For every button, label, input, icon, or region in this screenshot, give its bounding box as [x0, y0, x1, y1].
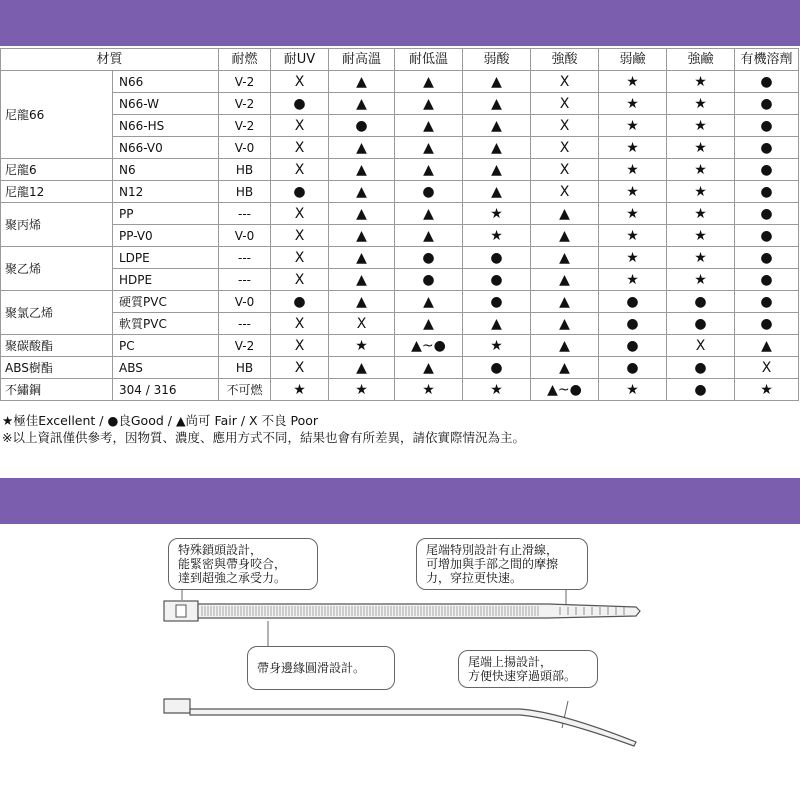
resistance-rating: ● — [735, 269, 799, 291]
resistance-rating: ▲ — [463, 115, 531, 137]
resistance-rating: ★ — [667, 269, 735, 291]
resistance-rating: ★ — [463, 203, 531, 225]
material-grade: ABS — [113, 357, 219, 379]
callout-line: 能緊密與帶身咬合， — [178, 557, 287, 571]
resistance-rating: ★ — [599, 115, 667, 137]
resistance-rating: X — [329, 313, 395, 335]
resistance-rating: ▲ — [329, 203, 395, 225]
resistance-rating: ▲ — [395, 225, 463, 247]
material-group-name: ABS樹酯 — [1, 357, 113, 379]
resistance-rating: ★ — [667, 247, 735, 269]
resistance-rating: ▲ — [463, 313, 531, 335]
material-grade: HDPE — [113, 269, 219, 291]
resistance-rating: ▲ — [395, 93, 463, 115]
material-grade: 304 / 316 — [113, 379, 219, 401]
header-flame: 耐燃 — [219, 49, 271, 71]
flame-rating: --- — [219, 247, 271, 269]
resistance-rating: ★ — [667, 159, 735, 181]
header-low-temp: 耐低溫 — [395, 49, 463, 71]
material-group-name: 聚氯乙烯 — [1, 291, 113, 335]
material-grade: N66 — [113, 71, 219, 93]
resistance-rating: ★ — [599, 203, 667, 225]
callout-line: 可增加與手部之間的摩擦 — [426, 557, 559, 571]
resistance-rating: ▲ — [531, 291, 599, 313]
resistance-rating: ▲ — [329, 357, 395, 379]
resistance-rating: ● — [271, 181, 329, 203]
legend-disclaimer: ※以上資訊僅供參考，因物質、濃度、應用方式不同，結果也會有所差異，請依實際情況為主。 — [2, 430, 525, 445]
resistance-rating: X — [271, 247, 329, 269]
resistance-rating: ▲ — [531, 269, 599, 291]
resistance-rating: ★ — [667, 181, 735, 203]
callout-line: 尾端特別設計有止滑線， — [426, 543, 559, 557]
resistance-rating: ● — [395, 181, 463, 203]
callout-line: 方便快速穿過頭部。 — [468, 669, 577, 683]
header-material: 材質 — [1, 49, 219, 71]
flame-rating: V-0 — [219, 225, 271, 247]
legend-rating-key: ★極佳Excellent / ●良Good / ▲尚可 Fair / X 不良 Poor — [2, 413, 319, 428]
resistance-rating: X — [531, 181, 599, 203]
resistance-rating: ▲~● — [531, 379, 599, 401]
flame-rating: --- — [219, 313, 271, 335]
resistance-rating: ● — [735, 181, 799, 203]
resistance-rating: ▲ — [329, 269, 395, 291]
material-group-name: 尼龍12 — [1, 181, 113, 203]
resistance-rating: ▲ — [329, 247, 395, 269]
resistance-rating: X — [531, 137, 599, 159]
callout-line: 達到超強之承受力。 — [178, 571, 287, 585]
resistance-rating: ● — [329, 115, 395, 137]
material-grade: N66-V0 — [113, 137, 219, 159]
resistance-rating: ★ — [329, 335, 395, 357]
resistance-rating: ★ — [329, 379, 395, 401]
resistance-rating: ● — [667, 357, 735, 379]
tie-strap-side — [190, 709, 636, 746]
resistance-rating: ▲ — [329, 71, 395, 93]
resistance-rating: ★ — [599, 181, 667, 203]
material-group-name: 尼龍6 — [1, 159, 113, 181]
resistance-rating: ★ — [735, 379, 799, 401]
flame-rating: --- — [219, 203, 271, 225]
resistance-rating: ● — [735, 93, 799, 115]
resistance-rating: ● — [463, 247, 531, 269]
resistance-rating: ★ — [395, 379, 463, 401]
resistance-rating: X — [667, 335, 735, 357]
callout-line: 尾端上揚設計， — [468, 655, 553, 669]
material-grade: PP — [113, 203, 219, 225]
resistance-rating: ★ — [463, 225, 531, 247]
flame-rating: V-0 — [219, 291, 271, 313]
resistance-rating: ● — [463, 357, 531, 379]
resistance-rating: ★ — [463, 335, 531, 357]
material-grade: N6 — [113, 159, 219, 181]
material-grade: N12 — [113, 181, 219, 203]
resistance-rating: X — [271, 335, 329, 357]
resistance-rating: ★ — [667, 115, 735, 137]
material-grade: PC — [113, 335, 219, 357]
flame-rating: --- — [219, 269, 271, 291]
resistance-rating: X — [271, 159, 329, 181]
resistance-rating: X — [531, 115, 599, 137]
material-group-name: 尼龍66 — [1, 71, 113, 159]
resistance-rating: ● — [735, 225, 799, 247]
resistance-rating: ▲ — [395, 115, 463, 137]
flame-rating: V-2 — [219, 115, 271, 137]
resistance-rating: ▲ — [395, 357, 463, 379]
resistance-rating: ★ — [271, 379, 329, 401]
resistance-rating: ★ — [667, 137, 735, 159]
material-grade: 軟質PVC — [113, 313, 219, 335]
resistance-rating: ▲ — [531, 203, 599, 225]
resistance-rating: ● — [735, 247, 799, 269]
resistance-rating: ▲ — [395, 71, 463, 93]
resistance-rating: ▲ — [395, 291, 463, 313]
resistance-rating: X — [271, 115, 329, 137]
resistance-rating: ● — [463, 269, 531, 291]
header-strong-acid: 強酸 — [531, 49, 599, 71]
flame-rating: V-0 — [219, 137, 271, 159]
resistance-rating: ● — [735, 313, 799, 335]
resistance-rating: X — [271, 225, 329, 247]
callout-lock-head — [168, 538, 318, 590]
resistance-rating: ▲ — [329, 181, 395, 203]
flame-rating: V-2 — [219, 71, 271, 93]
material-group-name: 聚乙烯 — [1, 247, 113, 291]
resistance-rating: ● — [735, 159, 799, 181]
resistance-rating: ★ — [667, 225, 735, 247]
resistance-rating: ● — [735, 203, 799, 225]
resistance-rating: ★ — [463, 379, 531, 401]
flame-rating: V-2 — [219, 93, 271, 115]
resistance-rating: X — [531, 159, 599, 181]
resistance-rating: ● — [667, 379, 735, 401]
material-grade: PP-V0 — [113, 225, 219, 247]
flame-rating: HB — [219, 159, 271, 181]
resistance-rating: ● — [599, 335, 667, 357]
resistance-rating: ● — [735, 291, 799, 313]
material-group-name: 聚丙烯 — [1, 203, 113, 247]
material-grade: 硬質PVC — [113, 291, 219, 313]
header-uv: 耐UV — [271, 49, 329, 71]
resistance-rating: ▲ — [531, 335, 599, 357]
material-group-name: 不繡鋼 — [1, 379, 113, 401]
resistance-rating: ● — [735, 137, 799, 159]
resistance-rating: ▲ — [329, 291, 395, 313]
resistance-rating: X — [271, 313, 329, 335]
callout-line: 力，穿拉更快速。 — [426, 571, 523, 585]
resistance-rating: ● — [667, 313, 735, 335]
resistance-rating: ★ — [667, 71, 735, 93]
resistance-rating: ● — [395, 269, 463, 291]
callout-smooth-edge — [247, 646, 395, 690]
header-strong-base: 強鹼 — [667, 49, 735, 71]
material-grade: N66-W — [113, 93, 219, 115]
header-weak-acid: 弱酸 — [463, 49, 531, 71]
resistance-rating: ● — [599, 291, 667, 313]
resistance-rating: ● — [395, 247, 463, 269]
resistance-rating: ▲ — [329, 93, 395, 115]
resistance-rating: ★ — [599, 247, 667, 269]
resistance-rating: ★ — [599, 93, 667, 115]
resistance-rating: X — [271, 71, 329, 93]
resistance-rating: ★ — [599, 225, 667, 247]
flame-rating: 不可燃 — [219, 379, 271, 401]
resistance-rating: ● — [599, 357, 667, 379]
resistance-rating: X — [531, 71, 599, 93]
resistance-rating: ★ — [599, 379, 667, 401]
resistance-rating: X — [531, 93, 599, 115]
resistance-rating: ★ — [667, 93, 735, 115]
resistance-rating: ★ — [599, 159, 667, 181]
resistance-rating: ▲ — [463, 137, 531, 159]
resistance-rating: ● — [271, 291, 329, 313]
material-grade: N66-HS — [113, 115, 219, 137]
flame-rating: HB — [219, 181, 271, 203]
resistance-rating: ★ — [599, 137, 667, 159]
callout-line: 帶身邊緣圓滑設計。 — [257, 661, 366, 675]
resistance-rating: ● — [463, 291, 531, 313]
resistance-rating: ▲ — [531, 225, 599, 247]
header-high-temp: 耐高溫 — [329, 49, 395, 71]
callout-anti-slip-tail — [416, 538, 588, 590]
resistance-rating: ▲ — [463, 181, 531, 203]
resistance-rating: ▲ — [395, 159, 463, 181]
resistance-rating: ● — [735, 71, 799, 93]
resistance-rating: ▲ — [329, 225, 395, 247]
callout-raised-tip — [458, 650, 598, 688]
resistance-rating: ● — [667, 291, 735, 313]
resistance-rating: ▲ — [463, 93, 531, 115]
header-weak-base: 弱鹼 — [599, 49, 667, 71]
flame-rating: V-2 — [219, 335, 271, 357]
resistance-rating: X — [271, 203, 329, 225]
resistance-rating: X — [271, 269, 329, 291]
resistance-rating: ● — [599, 313, 667, 335]
header-organic-solvent: 有機溶劑 — [735, 49, 799, 71]
resistance-rating: ▲ — [395, 137, 463, 159]
resistance-rating: ▲~● — [395, 335, 463, 357]
tie-lock-window — [176, 605, 186, 617]
resistance-rating: ★ — [599, 269, 667, 291]
tie-strap-top — [198, 604, 640, 618]
resistance-rating: ▲ — [329, 159, 395, 181]
resistance-rating: X — [271, 137, 329, 159]
resistance-rating: ▲ — [395, 203, 463, 225]
resistance-rating: ▲ — [329, 137, 395, 159]
flame-rating: HB — [219, 357, 271, 379]
tie-head-side — [164, 699, 190, 713]
resistance-rating: ▲ — [463, 71, 531, 93]
material-grade: LDPE — [113, 247, 219, 269]
resistance-rating: ▲ — [531, 247, 599, 269]
material-group-name: 聚碳酸酯 — [1, 335, 113, 357]
callout-line: 特殊鎖頭設計， — [178, 543, 263, 557]
resistance-rating: ★ — [599, 71, 667, 93]
resistance-rating: ▲ — [735, 335, 799, 357]
resistance-rating: ★ — [667, 203, 735, 225]
resistance-rating: ▲ — [531, 357, 599, 379]
resistance-rating: ▲ — [395, 313, 463, 335]
resistance-rating: ● — [735, 115, 799, 137]
resistance-rating: ▲ — [463, 159, 531, 181]
resistance-rating: X — [735, 357, 799, 379]
resistance-rating: ▲ — [531, 313, 599, 335]
resistance-rating: ● — [271, 93, 329, 115]
resistance-rating: X — [271, 357, 329, 379]
